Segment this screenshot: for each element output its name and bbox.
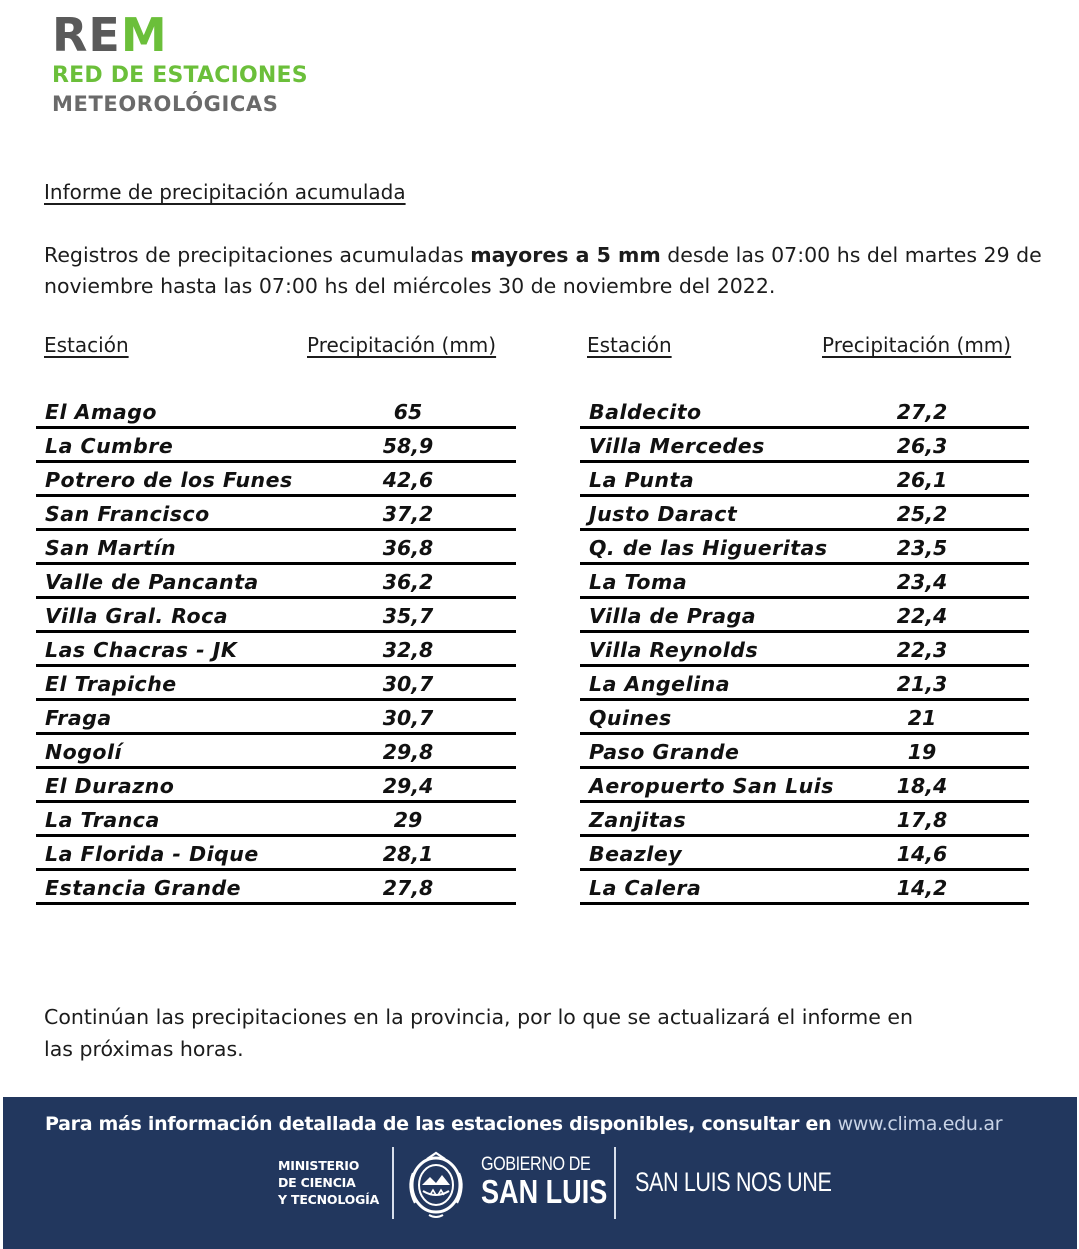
precipitation-value: 22,4 [896, 604, 948, 628]
rem-logo-line2: METEOROLÓGICAS [52, 92, 279, 116]
footer-divider [392, 1147, 394, 1219]
precipitation-table-left [36, 333, 516, 900]
precipitation-value: 65 [393, 400, 423, 424]
table-row [580, 463, 1029, 497]
station-name: Las Chacras - JK [45, 638, 238, 662]
ministry-line: MINISTERIO [278, 1158, 360, 1173]
rem-logo-accent: M [120, 8, 168, 62]
column-header-station: Estación [44, 333, 129, 357]
precipitation-value: 21 [907, 706, 937, 730]
table-row [36, 735, 516, 769]
table-row [580, 395, 1029, 429]
station-name: La Punta [589, 468, 695, 492]
station-name: Villa de Praga [589, 604, 757, 628]
precipitation-value: 26,1 [896, 468, 948, 492]
table-body [580, 395, 1029, 905]
station-name: San Martín [45, 536, 177, 560]
precipitation-value: 23,4 [896, 570, 948, 594]
table-row [580, 497, 1029, 531]
footer-info-text: Para más información detallada de las estaciones disponibles, consultar en [45, 1113, 838, 1135]
table-body [36, 395, 516, 905]
report-outro: Continúan las precipitaciones en la provincia, por lo que se actualizará el informe en las próximas horas. [44, 1005, 913, 1061]
station-name: Justo Daract [589, 502, 738, 526]
report-intro [44, 240, 1044, 302]
precipitation-value: 27,2 [896, 400, 948, 424]
precipitation-value: 42,6 [382, 468, 434, 492]
precipitation-value: 37,2 [382, 502, 434, 526]
precipitation-value: 35,7 [382, 604, 434, 628]
table-header [36, 333, 516, 363]
precipitation-value: 18,4 [896, 774, 948, 798]
table-row [580, 667, 1029, 701]
precipitation-value: 29,4 [382, 774, 434, 798]
table-header [580, 333, 1029, 363]
station-name: El Amago [45, 400, 157, 424]
station-name: El Trapiche [45, 672, 177, 696]
precipitation-value: 21,3 [896, 672, 948, 696]
table-row [580, 769, 1029, 803]
precipitation-value: 25,2 [896, 502, 948, 526]
table-row [580, 701, 1029, 735]
footer-banner [3, 1097, 1077, 1249]
table-row [36, 565, 516, 599]
table-row [36, 395, 516, 429]
station-name: Q. de las Higueritas [589, 536, 828, 560]
column-header-precipitation: Precipitación (mm) [307, 333, 497, 357]
ministry-line: DE CIENCIA [278, 1175, 356, 1190]
station-name: La Toma [589, 570, 688, 594]
precipitation-value: 27,8 [382, 876, 434, 900]
station-name: Aeropuerto San Luis [589, 774, 834, 798]
table-row [580, 837, 1029, 871]
station-name: La Angelina [589, 672, 731, 696]
table-row [580, 633, 1029, 667]
station-name: Villa Reynolds [589, 638, 759, 662]
precipitation-value: 29 [393, 808, 423, 832]
precipitation-table-right [580, 333, 1029, 900]
rem-logo-main: RE [52, 8, 121, 62]
rem-logo-line1: RED DE ESTACIONES [52, 63, 308, 88]
table-row [36, 429, 516, 463]
station-name: La Cumbre [45, 434, 174, 458]
precipitation-value: 19 [907, 740, 937, 764]
station-name: Paso Grande [589, 740, 740, 764]
precipitation-value: 32,8 [382, 638, 434, 662]
station-name: Nogolí [45, 740, 123, 764]
ministry-logo [278, 1157, 379, 1208]
station-name: Villa Mercedes [589, 434, 765, 458]
table-row [36, 667, 516, 701]
slogan: SAN LUIS NOS UNE [635, 1167, 832, 1197]
table-row [36, 633, 516, 667]
precipitation-value: 58,9 [382, 434, 434, 458]
gobierno-logo [481, 1155, 635, 1208]
station-name: Valle de Pancanta [45, 570, 259, 594]
footer-info [45, 1113, 1002, 1135]
precipitation-value: 28,1 [382, 842, 434, 866]
column-header-precipitation: Precipitación (mm) [822, 333, 1012, 357]
gobierno-logo-line1: GOBIERNO DE [481, 1154, 591, 1175]
footer-url-link[interactable]: www.clima.edu.ar [837, 1113, 1003, 1135]
station-name: Potrero de los Funes [45, 468, 293, 492]
table-row [36, 497, 516, 531]
table-row [36, 871, 516, 905]
station-name: Villa Gral. Roca [45, 604, 229, 628]
precipitation-value: 36,8 [382, 536, 434, 560]
station-name: Quines [589, 706, 672, 730]
station-name: Estancia Grande [45, 876, 242, 900]
precipitation-value: 17,8 [896, 808, 948, 832]
station-name: El Durazno [45, 774, 175, 798]
rem-logo-wordmark [52, 10, 308, 60]
precipitation-value: 29,8 [382, 740, 434, 764]
precipitation-value: 30,7 [382, 672, 434, 696]
table-row [580, 429, 1029, 463]
san-luis-coat-of-arms-icon [403, 1147, 469, 1221]
table-row [580, 871, 1029, 905]
rem-logo [52, 10, 308, 118]
station-name: Beazley [589, 842, 683, 866]
precipitation-value: 14,6 [896, 842, 948, 866]
table-row [580, 803, 1029, 837]
table-row [580, 565, 1029, 599]
report-title: Informe de precipitación acumulada [44, 180, 406, 204]
table-row [36, 701, 516, 735]
precipitation-value: 36,2 [382, 570, 434, 594]
precipitation-value: 14,2 [896, 876, 948, 900]
precipitation-value: 23,5 [896, 536, 948, 560]
table-row [580, 735, 1029, 769]
table-row [36, 803, 516, 837]
station-name: Fraga [45, 706, 112, 730]
precipitation-value: 30,7 [382, 706, 434, 730]
ministry-line: Y TECNOLOGÍA [278, 1192, 380, 1207]
table-row [580, 599, 1029, 633]
station-name: San Francisco [45, 502, 210, 526]
station-name: La Florida - Dique [45, 842, 259, 866]
intro-text-after: desde las 07:00 hs del martes 29 de noviembre hasta las 07:00 hs del miércoles 30 de noviembre del 2022. [44, 243, 1042, 298]
table-row [36, 463, 516, 497]
station-name: La Tranca [45, 808, 160, 832]
station-name: Zanjitas [589, 808, 687, 832]
station-name: Baldecito [589, 400, 702, 424]
intro-text-before: Registros de precipitaciones acumuladas [44, 243, 471, 267]
table-row [580, 531, 1029, 565]
table-row [36, 531, 516, 565]
gobierno-logo-line2: SAN LUIS [481, 1173, 608, 1210]
station-name: La Calera [589, 876, 702, 900]
intro-text-bold: mayores a 5 mm [470, 243, 661, 267]
table-row [36, 837, 516, 871]
footer-divider [614, 1147, 616, 1219]
table-row [36, 599, 516, 633]
table-row [36, 769, 516, 803]
precipitation-value: 22,3 [896, 638, 948, 662]
precipitation-value: 26,3 [896, 434, 948, 458]
column-header-station: Estación [587, 333, 672, 357]
